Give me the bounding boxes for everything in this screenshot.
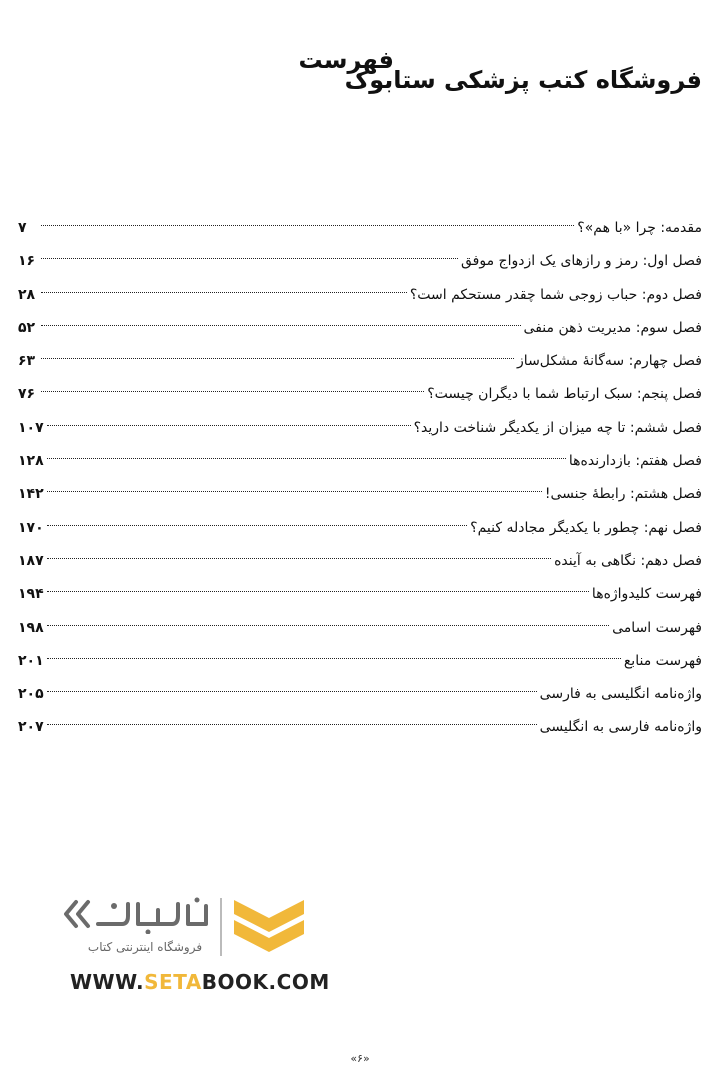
toc-entry-page: ۲۰۷ bbox=[18, 719, 44, 736]
toc-entry-page: ۱۹۸ bbox=[18, 619, 44, 636]
toc-entry-title: فهرست منابع bbox=[623, 652, 702, 669]
dot-leader bbox=[41, 258, 458, 259]
toc-entry-page: ۱۹۴ bbox=[18, 586, 44, 603]
toc-entry-title: واژه‌نامه انگلیسی به فارسی bbox=[539, 686, 702, 703]
toc-entry-page: ۲۸ bbox=[18, 286, 36, 303]
toc-entry-page: ۷۶ bbox=[18, 386, 36, 403]
toc-entry bbox=[18, 645, 702, 678]
toc-entry bbox=[18, 512, 702, 545]
dot-leader bbox=[47, 491, 542, 492]
dot-leader bbox=[41, 225, 574, 226]
toc-entry-title: واژه‌نامه فارسی به انگلیسی bbox=[539, 719, 702, 736]
dot-leader bbox=[41, 325, 521, 326]
toc-entry-title: فصل هفتم: بازدارنده‌ها bbox=[568, 453, 702, 470]
dot-leader bbox=[47, 425, 411, 426]
chevron-book-icon bbox=[232, 896, 306, 956]
dot-leader bbox=[47, 525, 468, 526]
brand-url: WWW.SETABOOK.COM bbox=[70, 970, 330, 994]
store-title: فروشگاه کتب پزشکی ستابوک bbox=[344, 66, 702, 94]
toc-entry-title: فصل نهم: چطور با یکدیگر مجادله کنیم؟ bbox=[470, 519, 702, 536]
brand-logotype bbox=[62, 894, 212, 934]
toc-entry-title: فصل هشتم: رابطهٔ جنسی! bbox=[544, 486, 702, 503]
dot-leader bbox=[41, 292, 407, 293]
dot-leader bbox=[47, 691, 537, 692]
toc-entry-title: فهرست کلیدواژه‌ها bbox=[591, 586, 702, 603]
dot-leader bbox=[47, 458, 566, 459]
dot-leader bbox=[41, 391, 424, 392]
dot-leader bbox=[47, 591, 589, 592]
dot-leader bbox=[47, 625, 610, 626]
toc-entry bbox=[18, 578, 702, 611]
toc-entry-title: مقدمه: چرا «با هم»؟ bbox=[577, 220, 702, 236]
toc-entry-title: فصل چهارم: سه‌گانهٔ مشکل‌ساز bbox=[517, 353, 702, 370]
dot-leader bbox=[41, 358, 514, 359]
toc-entry bbox=[18, 378, 702, 411]
toc-entry bbox=[18, 711, 702, 744]
toc-entry-page: ۱۴۲ bbox=[18, 486, 44, 503]
dot-leader bbox=[47, 724, 537, 725]
logo-divider bbox=[220, 898, 222, 956]
toc-entry bbox=[18, 612, 702, 645]
toc-entry bbox=[18, 412, 702, 445]
toc-entry-page: ۶۳ bbox=[18, 353, 36, 370]
toc-entry-title: فصل ششم: تا چه میزان از یکدیگر شناخت دارید؟ bbox=[413, 419, 702, 436]
toc-entry bbox=[18, 445, 702, 478]
toc-entry-page: ۱۲۸ bbox=[18, 453, 44, 470]
toc-entry-page: ۵۲ bbox=[18, 319, 36, 336]
toc-entry-title: فصل دوم: حباب زوجی شما چقدر مستحکم است؟ bbox=[409, 286, 702, 303]
setabook-logo bbox=[56, 892, 330, 1002]
toc-entry-page: ۱۸۷ bbox=[18, 552, 44, 569]
toc-entry bbox=[18, 478, 702, 511]
toc-entry-title: فصل پنجم: سبک ارتباط شما با دیگران چیست؟ bbox=[427, 386, 702, 403]
toc-entry-page: ۱۷۰ bbox=[18, 519, 44, 536]
toc-entry bbox=[18, 212, 702, 245]
toc-entry bbox=[18, 345, 702, 378]
toc-entry-page: ۲۰۵ bbox=[18, 686, 44, 703]
toc-entry-page: ۱۶ bbox=[18, 253, 36, 270]
toc-entry-page: ۱۰۷ bbox=[18, 419, 44, 436]
toc-entry-page: ۷ bbox=[18, 220, 27, 236]
table-of-contents bbox=[18, 212, 702, 745]
toc-entry bbox=[18, 312, 702, 345]
page-number: «۶» bbox=[350, 1052, 370, 1065]
toc-entry bbox=[18, 678, 702, 711]
toc-entry-title: فصل سوم: مدیریت ذهن منفی bbox=[523, 319, 702, 336]
dot-leader bbox=[47, 658, 621, 659]
toc-entry-page: ۲۰۱ bbox=[18, 652, 44, 669]
toc-entry-title: فصل دهم: نگاهی به آینده bbox=[554, 552, 702, 569]
toc-heading: فهرست bbox=[298, 46, 394, 74]
toc-entry-title: فهرست اسامی bbox=[612, 619, 702, 636]
toc-entry bbox=[18, 245, 702, 278]
page-header bbox=[142, 38, 702, 108]
toc-entry-title: فصل اول: رمز و رازهای یک ازدواج موفق bbox=[461, 253, 702, 270]
dot-leader bbox=[47, 558, 551, 559]
toc-entry bbox=[18, 545, 702, 578]
brand-subtitle: فروشگاه اینترنتی کتاب bbox=[87, 940, 203, 954]
toc-entry bbox=[18, 279, 702, 312]
